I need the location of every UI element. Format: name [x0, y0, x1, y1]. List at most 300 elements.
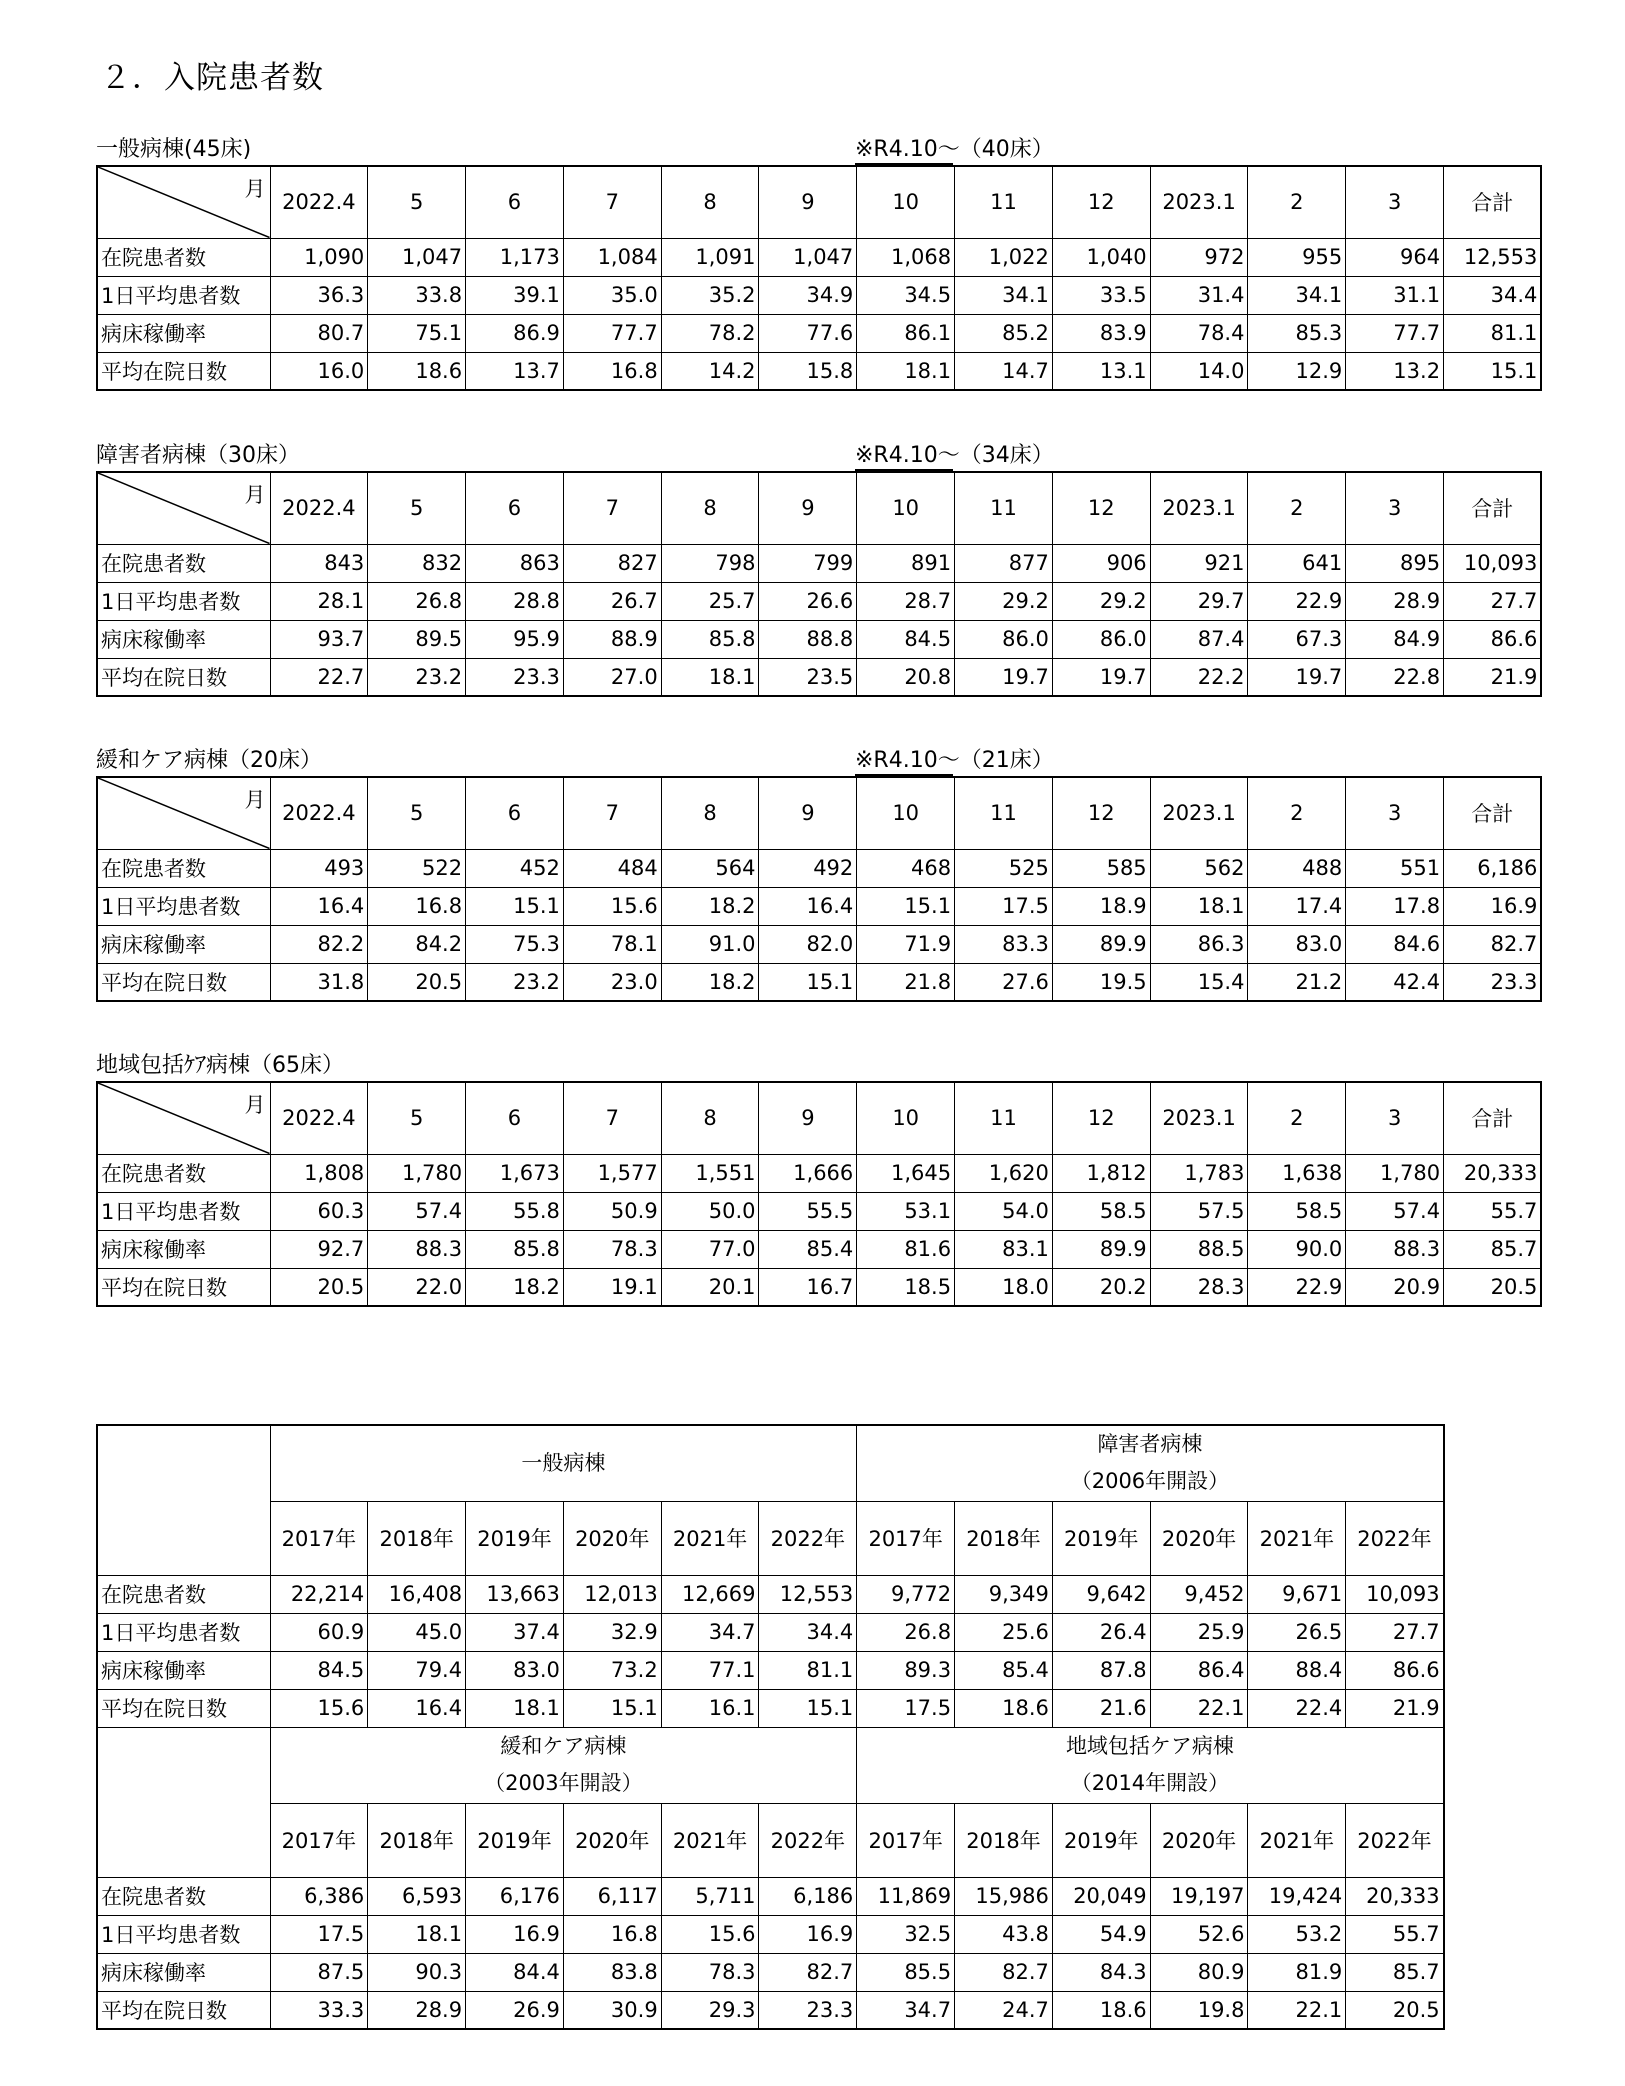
- value-cell: 29.7: [1150, 582, 1248, 620]
- value-cell: 26.6: [759, 582, 857, 620]
- value-cell: 26.5: [1248, 1613, 1346, 1651]
- month-header: 12: [1052, 1082, 1150, 1154]
- value-cell: 10,093: [1346, 1575, 1444, 1613]
- value-cell: 33.8: [368, 276, 466, 314]
- value-cell: 15.1: [1444, 352, 1542, 390]
- value-cell: 85.2: [955, 314, 1053, 352]
- row-label: 病床稼働率: [97, 620, 270, 658]
- value-cell: 18.1: [466, 1689, 564, 1727]
- value-cell: 89.5: [368, 620, 466, 658]
- value-cell: 1,645: [857, 1154, 955, 1192]
- value-cell: 1,040: [1052, 238, 1150, 276]
- bed-change-note: ※R4.10～（40床）: [855, 137, 1054, 162]
- value-cell: 12,553: [1444, 238, 1542, 276]
- value-cell: 22.1: [1150, 1689, 1248, 1727]
- month-header: 2023.1: [1150, 472, 1248, 544]
- value-cell: 35.0: [563, 276, 661, 314]
- value-cell: 55.7: [1346, 1915, 1444, 1953]
- row-label: 1日平均患者数: [97, 887, 270, 925]
- row-label: 平均在院日数: [97, 1991, 270, 2029]
- value-cell: 32.5: [857, 1915, 955, 1953]
- value-cell: 19.5: [1052, 963, 1150, 1001]
- value-cell: 5,711: [661, 1877, 759, 1915]
- value-cell: 50.0: [661, 1192, 759, 1230]
- value-cell: 32.9: [563, 1613, 661, 1651]
- value-cell: 14.7: [955, 352, 1053, 390]
- ward-title-cell: [270, 1727, 857, 1803]
- month-header: 7: [563, 1082, 661, 1154]
- header-row: [97, 472, 1541, 544]
- ward-title: 障害者病棟: [1097, 1432, 1203, 1457]
- table-row: [97, 314, 1541, 352]
- value-cell: 42.4: [1346, 963, 1444, 1001]
- year-header: 2018年: [955, 1803, 1053, 1877]
- value-cell: 1,666: [759, 1154, 857, 1192]
- value-cell: 83.1: [955, 1230, 1053, 1268]
- row-label: 平均在院日数: [97, 963, 270, 1001]
- value-cell: 28.9: [1346, 582, 1444, 620]
- table-row: [97, 1575, 1444, 1613]
- value-cell: 17.4: [1248, 887, 1346, 925]
- year-header: 2018年: [368, 1501, 466, 1575]
- year-header: 2019年: [1052, 1803, 1150, 1877]
- value-cell: 82.0: [759, 925, 857, 963]
- header-row: [97, 1082, 1541, 1154]
- row-label: 平均在院日数: [97, 1689, 270, 1727]
- value-cell: 22.1: [1248, 1991, 1346, 2029]
- value-cell: 79.4: [368, 1651, 466, 1689]
- value-cell: 23.2: [466, 963, 564, 1001]
- value-cell: 18.2: [466, 1268, 564, 1306]
- row-label: 1日平均患者数: [97, 1192, 270, 1230]
- value-cell: 22.0: [368, 1268, 466, 1306]
- row-label: 1日平均患者数: [97, 276, 270, 314]
- value-cell: 18.1: [368, 1915, 466, 1953]
- value-cell: 19.7: [1052, 658, 1150, 696]
- value-cell: 84.9: [1346, 620, 1444, 658]
- value-cell: 15.1: [466, 887, 564, 925]
- month-header: 6: [466, 1082, 564, 1154]
- value-cell: 492: [759, 849, 857, 887]
- month-header: 10: [857, 166, 955, 238]
- value-cell: 27.7: [1346, 1613, 1444, 1651]
- row-label: 病床稼働率: [97, 314, 270, 352]
- value-cell: 34.7: [661, 1613, 759, 1651]
- month-header: 10: [857, 777, 955, 849]
- value-cell: 551: [1346, 849, 1444, 887]
- table-row: [97, 352, 1541, 390]
- monthly-table: [96, 471, 1542, 697]
- value-cell: 54.0: [955, 1192, 1053, 1230]
- value-cell: 84.3: [1052, 1953, 1150, 1991]
- value-cell: 31.8: [270, 963, 368, 1001]
- year-header: 2017年: [857, 1803, 955, 1877]
- value-cell: 85.7: [1444, 1230, 1542, 1268]
- header-row: [97, 166, 1541, 238]
- value-cell: 60.9: [270, 1613, 368, 1651]
- month-label: 月: [244, 788, 266, 812]
- value-cell: 9,452: [1150, 1575, 1248, 1613]
- value-cell: 6,593: [368, 1877, 466, 1915]
- value-cell: 15.1: [563, 1689, 661, 1727]
- value-cell: 13.1: [1052, 352, 1150, 390]
- year-header-row: [97, 1501, 1444, 1575]
- value-cell: 16.9: [466, 1915, 564, 1953]
- value-cell: 82.7: [1444, 925, 1542, 963]
- value-cell: 26.8: [857, 1613, 955, 1651]
- value-cell: 34.1: [955, 276, 1053, 314]
- row-label: 在院患者数: [97, 544, 270, 582]
- value-cell: 6,117: [563, 1877, 661, 1915]
- year-header: 2021年: [661, 1501, 759, 1575]
- value-cell: 15.1: [759, 1689, 857, 1727]
- row-label: 病床稼働率: [97, 925, 270, 963]
- bed-change-note: ※R4.10～（34床）: [855, 443, 1054, 468]
- value-cell: 1,673: [466, 1154, 564, 1192]
- value-cell: 27.7: [1444, 582, 1542, 620]
- month-corner-cell: [97, 166, 270, 238]
- month-header: 12: [1052, 472, 1150, 544]
- value-cell: 493: [270, 849, 368, 887]
- month-header: 合計: [1444, 777, 1542, 849]
- value-cell: 9,349: [955, 1575, 1053, 1613]
- value-cell: 23.2: [368, 658, 466, 696]
- value-cell: 60.3: [270, 1192, 368, 1230]
- value-cell: 77.7: [563, 314, 661, 352]
- ward-title: 緩和ケア病棟: [500, 1734, 627, 1758]
- value-cell: 78.3: [563, 1230, 661, 1268]
- value-cell: 78.1: [563, 925, 661, 963]
- value-cell: 18.1: [857, 352, 955, 390]
- value-cell: 23.3: [759, 1991, 857, 2029]
- value-cell: 83.0: [1248, 925, 1346, 963]
- value-cell: 1,783: [1150, 1154, 1248, 1192]
- row-label: 平均在院日数: [97, 1268, 270, 1306]
- value-cell: 22.9: [1248, 582, 1346, 620]
- value-cell: 83.3: [955, 925, 1053, 963]
- value-cell: 28.3: [1150, 1268, 1248, 1306]
- value-cell: 906: [1052, 544, 1150, 582]
- value-cell: 86.6: [1444, 620, 1542, 658]
- value-cell: 921: [1150, 544, 1248, 582]
- value-cell: 80.7: [270, 314, 368, 352]
- month-header: 10: [857, 472, 955, 544]
- value-cell: 80.9: [1150, 1953, 1248, 1991]
- month-label: 月: [244, 177, 266, 201]
- value-cell: 21.2: [1248, 963, 1346, 1001]
- value-cell: 73.2: [563, 1651, 661, 1689]
- value-cell: 20.9: [1346, 1268, 1444, 1306]
- value-cell: 15.6: [563, 887, 661, 925]
- year-header: 2020年: [563, 1803, 661, 1877]
- table-row: [97, 238, 1541, 276]
- value-cell: 14.2: [661, 352, 759, 390]
- value-cell: 19.7: [1248, 658, 1346, 696]
- value-cell: 1,812: [1052, 1154, 1150, 1192]
- value-cell: 75.1: [368, 314, 466, 352]
- value-cell: 39.1: [466, 276, 564, 314]
- value-cell: 23.0: [563, 963, 661, 1001]
- value-cell: 15.4: [1150, 963, 1248, 1001]
- value-cell: 25.9: [1150, 1613, 1248, 1651]
- table-row: [97, 1915, 1444, 1953]
- value-cell: 78.3: [661, 1953, 759, 1991]
- bed-change-note: ※R4.10～（21床）: [855, 748, 1054, 773]
- value-cell: 21.8: [857, 963, 955, 1001]
- section-caption: 緩和ケア病棟（20床）: [96, 748, 322, 773]
- value-cell: 34.9: [759, 276, 857, 314]
- value-cell: 16.4: [368, 1689, 466, 1727]
- value-cell: 85.5: [857, 1953, 955, 1991]
- value-cell: 84.2: [368, 925, 466, 963]
- month-header: 2023.1: [1150, 166, 1248, 238]
- value-cell: 585: [1052, 849, 1150, 887]
- value-cell: 26.7: [563, 582, 661, 620]
- value-cell: 84.4: [466, 1953, 564, 1991]
- value-cell: 1,022: [955, 238, 1053, 276]
- value-cell: 1,047: [759, 238, 857, 276]
- month-header: 8: [661, 777, 759, 849]
- value-cell: 53.2: [1248, 1915, 1346, 1953]
- value-cell: 21.9: [1444, 658, 1542, 696]
- value-cell: 16.8: [563, 1915, 661, 1953]
- value-cell: 877: [955, 544, 1053, 582]
- value-cell: 24.7: [955, 1991, 1053, 2029]
- month-header: 9: [759, 1082, 857, 1154]
- table-row: [97, 1877, 1444, 1915]
- value-cell: 81.1: [759, 1651, 857, 1689]
- year-header: 2021年: [1248, 1501, 1346, 1575]
- value-cell: 1,780: [1346, 1154, 1444, 1192]
- value-cell: 16,408: [368, 1575, 466, 1613]
- month-header: 5: [368, 777, 466, 849]
- value-cell: 57.4: [368, 1192, 466, 1230]
- value-cell: 90.3: [368, 1953, 466, 1991]
- value-cell: 20,333: [1444, 1154, 1542, 1192]
- value-cell: 67.3: [1248, 620, 1346, 658]
- year-header: 2019年: [466, 1803, 564, 1877]
- value-cell: 20,333: [1346, 1877, 1444, 1915]
- month-header: 3: [1346, 472, 1444, 544]
- value-cell: 78.4: [1150, 314, 1248, 352]
- value-cell: 58.5: [1248, 1192, 1346, 1230]
- value-cell: 18.1: [661, 658, 759, 696]
- value-cell: 1,173: [466, 238, 564, 276]
- value-cell: 77.1: [661, 1651, 759, 1689]
- value-cell: 87.8: [1052, 1651, 1150, 1689]
- value-cell: 85.8: [466, 1230, 564, 1268]
- value-cell: 488: [1248, 849, 1346, 887]
- table-row: [97, 1154, 1541, 1192]
- value-cell: 20,049: [1052, 1877, 1150, 1915]
- year-header: 2019年: [466, 1501, 564, 1575]
- row-label: 在院患者数: [97, 238, 270, 276]
- value-cell: 85.8: [661, 620, 759, 658]
- value-cell: 1,638: [1248, 1154, 1346, 1192]
- month-header: 5: [368, 166, 466, 238]
- monthly-table: [96, 776, 1542, 1002]
- row-label: 病床稼働率: [97, 1230, 270, 1268]
- year-header: 2022年: [759, 1803, 857, 1877]
- month-header: 2: [1248, 777, 1346, 849]
- value-cell: 81.1: [1444, 314, 1542, 352]
- year-header-row: [97, 1803, 1444, 1877]
- month-header: 6: [466, 777, 564, 849]
- value-cell: 36.3: [270, 276, 368, 314]
- value-cell: 13.7: [466, 352, 564, 390]
- value-cell: 88.9: [563, 620, 661, 658]
- month-header: 3: [1346, 1082, 1444, 1154]
- month-header: 11: [955, 166, 1053, 238]
- value-cell: 83.9: [1052, 314, 1150, 352]
- value-cell: 863: [466, 544, 564, 582]
- year-header: 2017年: [857, 1501, 955, 1575]
- value-cell: 91.0: [661, 925, 759, 963]
- table-row: [97, 887, 1541, 925]
- value-cell: 31.4: [1150, 276, 1248, 314]
- value-cell: 15.6: [661, 1915, 759, 1953]
- value-cell: 54.9: [1052, 1915, 1150, 1953]
- table-row: [97, 1230, 1541, 1268]
- value-cell: 19.8: [1150, 1991, 1248, 2029]
- month-header: 合計: [1444, 472, 1542, 544]
- table-row: [97, 276, 1541, 314]
- value-cell: 90.0: [1248, 1230, 1346, 1268]
- month-header: 8: [661, 472, 759, 544]
- value-cell: 13.2: [1346, 352, 1444, 390]
- ward-title-row: [97, 1425, 1444, 1501]
- month-header: 11: [955, 472, 1053, 544]
- table-row: [97, 849, 1541, 887]
- table-row: [97, 1991, 1444, 2029]
- value-cell: 6,186: [759, 1877, 857, 1915]
- value-cell: 15.1: [759, 963, 857, 1001]
- value-cell: 11,869: [857, 1877, 955, 1915]
- value-cell: 891: [857, 544, 955, 582]
- section-caption: 地域包括ｹｱ病棟（65床）: [96, 1053, 344, 1078]
- table-row: [97, 582, 1541, 620]
- ward-title: 地域包括ケア病棟: [1065, 1734, 1234, 1758]
- value-cell: 85.4: [759, 1230, 857, 1268]
- value-cell: 29.3: [661, 1991, 759, 2029]
- value-cell: 33.5: [1052, 276, 1150, 314]
- value-cell: 20.8: [857, 658, 955, 696]
- value-cell: 798: [661, 544, 759, 582]
- value-cell: 23.3: [1444, 963, 1542, 1001]
- value-cell: 43.8: [955, 1915, 1053, 1953]
- value-cell: 1,068: [857, 238, 955, 276]
- value-cell: 93.7: [270, 620, 368, 658]
- value-cell: 18.6: [368, 352, 466, 390]
- year-header: 2020年: [563, 1501, 661, 1575]
- value-cell: 30.9: [563, 1991, 661, 2029]
- value-cell: 18.6: [955, 1689, 1053, 1727]
- month-header: 5: [368, 1082, 466, 1154]
- month-header: 2: [1248, 472, 1346, 544]
- value-cell: 55.7: [1444, 1192, 1542, 1230]
- value-cell: 26.4: [1052, 1613, 1150, 1651]
- value-cell: 6,386: [270, 1877, 368, 1915]
- year-header: 2022年: [1346, 1803, 1444, 1877]
- value-cell: 34.4: [1444, 276, 1542, 314]
- month-label: 月: [244, 1093, 266, 1117]
- value-cell: 12.9: [1248, 352, 1346, 390]
- value-cell: 22.9: [1248, 1268, 1346, 1306]
- year-header: 2022年: [1346, 1501, 1444, 1575]
- value-cell: 34.1: [1248, 276, 1346, 314]
- value-cell: 1,780: [368, 1154, 466, 1192]
- value-cell: 77.6: [759, 314, 857, 352]
- table-row: [97, 1651, 1444, 1689]
- value-cell: 88.3: [368, 1230, 466, 1268]
- value-cell: 19,197: [1150, 1877, 1248, 1915]
- value-cell: 16.9: [1444, 887, 1542, 925]
- value-cell: 34.5: [857, 276, 955, 314]
- value-cell: 34.7: [857, 1991, 955, 2029]
- month-header: 3: [1346, 166, 1444, 238]
- value-cell: 26.8: [368, 582, 466, 620]
- value-cell: 89.3: [857, 1651, 955, 1689]
- value-cell: 16.4: [270, 887, 368, 925]
- row-label: 在院患者数: [97, 1877, 270, 1915]
- table-row: [97, 620, 1541, 658]
- value-cell: 15,986: [955, 1877, 1053, 1915]
- month-header: 合計: [1444, 1082, 1542, 1154]
- value-cell: 77.0: [661, 1230, 759, 1268]
- value-cell: 895: [1346, 544, 1444, 582]
- table-row: [97, 963, 1541, 1001]
- value-cell: 20.5: [1346, 1991, 1444, 2029]
- value-cell: 972: [1150, 238, 1248, 276]
- value-cell: 53.1: [857, 1192, 955, 1230]
- month-header: 9: [759, 777, 857, 849]
- month-header: 2023.1: [1150, 1082, 1248, 1154]
- value-cell: 1,090: [270, 238, 368, 276]
- value-cell: 20.2: [1052, 1268, 1150, 1306]
- value-cell: 17.5: [857, 1689, 955, 1727]
- row-label: 平均在院日数: [97, 658, 270, 696]
- value-cell: 20.5: [1444, 1268, 1542, 1306]
- value-cell: 9,642: [1052, 1575, 1150, 1613]
- month-header: 9: [759, 166, 857, 238]
- value-cell: 16.9: [759, 1915, 857, 1953]
- table-row: [97, 1613, 1444, 1651]
- value-cell: 88.5: [1150, 1230, 1248, 1268]
- value-cell: 88.4: [1248, 1651, 1346, 1689]
- value-cell: 1,091: [661, 238, 759, 276]
- month-header: 2022.4: [270, 1082, 368, 1154]
- blank-corner-cell: [97, 1727, 270, 1877]
- ward-title-cell: [857, 1727, 1444, 1803]
- value-cell: 832: [368, 544, 466, 582]
- value-cell: 1,084: [563, 238, 661, 276]
- value-cell: 484: [563, 849, 661, 887]
- value-cell: 85.4: [955, 1651, 1053, 1689]
- value-cell: 22,214: [270, 1575, 368, 1613]
- value-cell: 57.5: [1150, 1192, 1248, 1230]
- table-row: [97, 1953, 1444, 1991]
- month-label: 月: [244, 483, 266, 507]
- ward-opened-note: （2014年開設）: [1070, 1771, 1230, 1795]
- value-cell: 81.9: [1248, 1953, 1346, 1991]
- value-cell: 34.4: [759, 1613, 857, 1651]
- value-cell: 88.8: [759, 620, 857, 658]
- value-cell: 12,553: [759, 1575, 857, 1613]
- value-cell: 83.8: [563, 1953, 661, 1991]
- value-cell: 964: [1346, 238, 1444, 276]
- value-cell: 58.5: [1052, 1192, 1150, 1230]
- value-cell: 16.8: [563, 352, 661, 390]
